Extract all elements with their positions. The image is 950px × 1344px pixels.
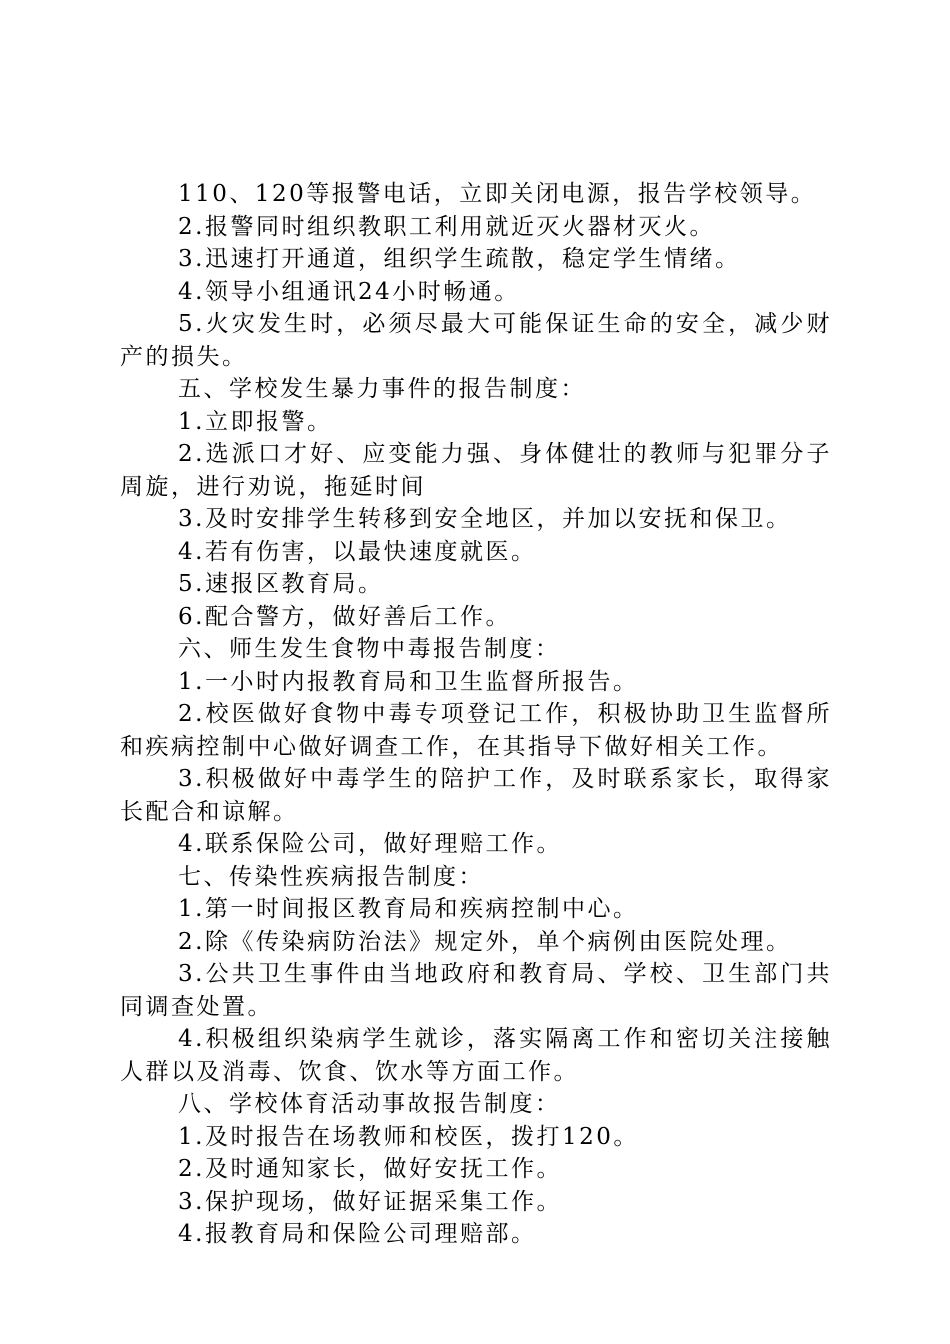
- section-heading: 六、师生发生食物中毒报告制度：: [178, 636, 561, 662]
- paragraph: 1.一小时内报教育局和卫生监督所报告。: [178, 668, 639, 695]
- paragraph: 3.及时安排学生转移到安全地区，并加以安抚和保卫。: [178, 506, 792, 532]
- paragraph: 1.第一时间报区教育局和疾病控制中心。: [178, 896, 639, 922]
- paragraph: 1.立即报警。: [178, 408, 333, 435]
- paragraph: 4.若有伤害，以最快速度就医。: [178, 538, 537, 565]
- paragraph: 3.积极做好中毒学生的陪护工作，及时联系家长，取得家长配合和谅解。: [120, 766, 832, 825]
- paragraph: 4.联系保险公司，做好理赔工作。: [178, 831, 562, 857]
- paragraph: 2.选派口才好、应变能力强、身体健壮的教师与犯罪分子周旋，进行劝说，拖延时间: [120, 441, 832, 500]
- paragraph: 2.校医做好食物中毒专项登记工作，积极协助卫生监督所和疾病控制中心做好调查工作，在其指导下做好相关工作。: [120, 701, 832, 760]
- document-body: [120, 178, 832, 1251]
- paragraph: 4.领导小组通讯24小时畅通。: [178, 278, 520, 305]
- paragraph: 4.报教育局和保险公司理赔部。: [178, 1221, 537, 1247]
- paragraph: 5.速报区教育局。: [178, 571, 384, 597]
- section-heading: 八、学校体育活动事故报告制度：: [178, 1091, 561, 1117]
- paragraph: 2.及时通知家长，做好安抚工作。: [178, 1156, 562, 1182]
- paragraph: 2.除《传染病防治法》规定外，单个病例由医院处理。: [178, 928, 792, 955]
- paragraph: 3.保护现场，做好证据采集工作。: [178, 1188, 562, 1215]
- paragraph: 4.积极组织染病学生就诊，落实隔离工作和密切关注接触人群以及消毒、饮食、饮水等方面工作。: [120, 1026, 832, 1085]
- paragraph: 5.火灾发生时，必须尽最大可能保证生命的安全，减少财产的损失。: [120, 311, 832, 370]
- paragraph: 3.迅速打开通道，组织学生疏散，稳定学生情绪。: [178, 246, 741, 272]
- paragraph: 1.及时报告在场教师和校医，拨打120。: [178, 1123, 639, 1150]
- section-heading: 五、学校发生暴力事件的报告制度：: [178, 376, 586, 402]
- paragraph: 6.配合警方，做好善后工作。: [178, 603, 511, 630]
- paragraph: 2.报警同时组织教职工利用就近灭火器材灭火。: [178, 213, 715, 240]
- paragraph: 3.公共卫生事件由当地政府和教育局、学校、卫生部门共同调查处置。: [120, 961, 832, 1020]
- section-heading: 七、传染性疾病报告制度：: [178, 863, 484, 890]
- paragraph: 110、120等报警电话，立即关闭电源，报告学校领导。: [178, 181, 817, 207]
